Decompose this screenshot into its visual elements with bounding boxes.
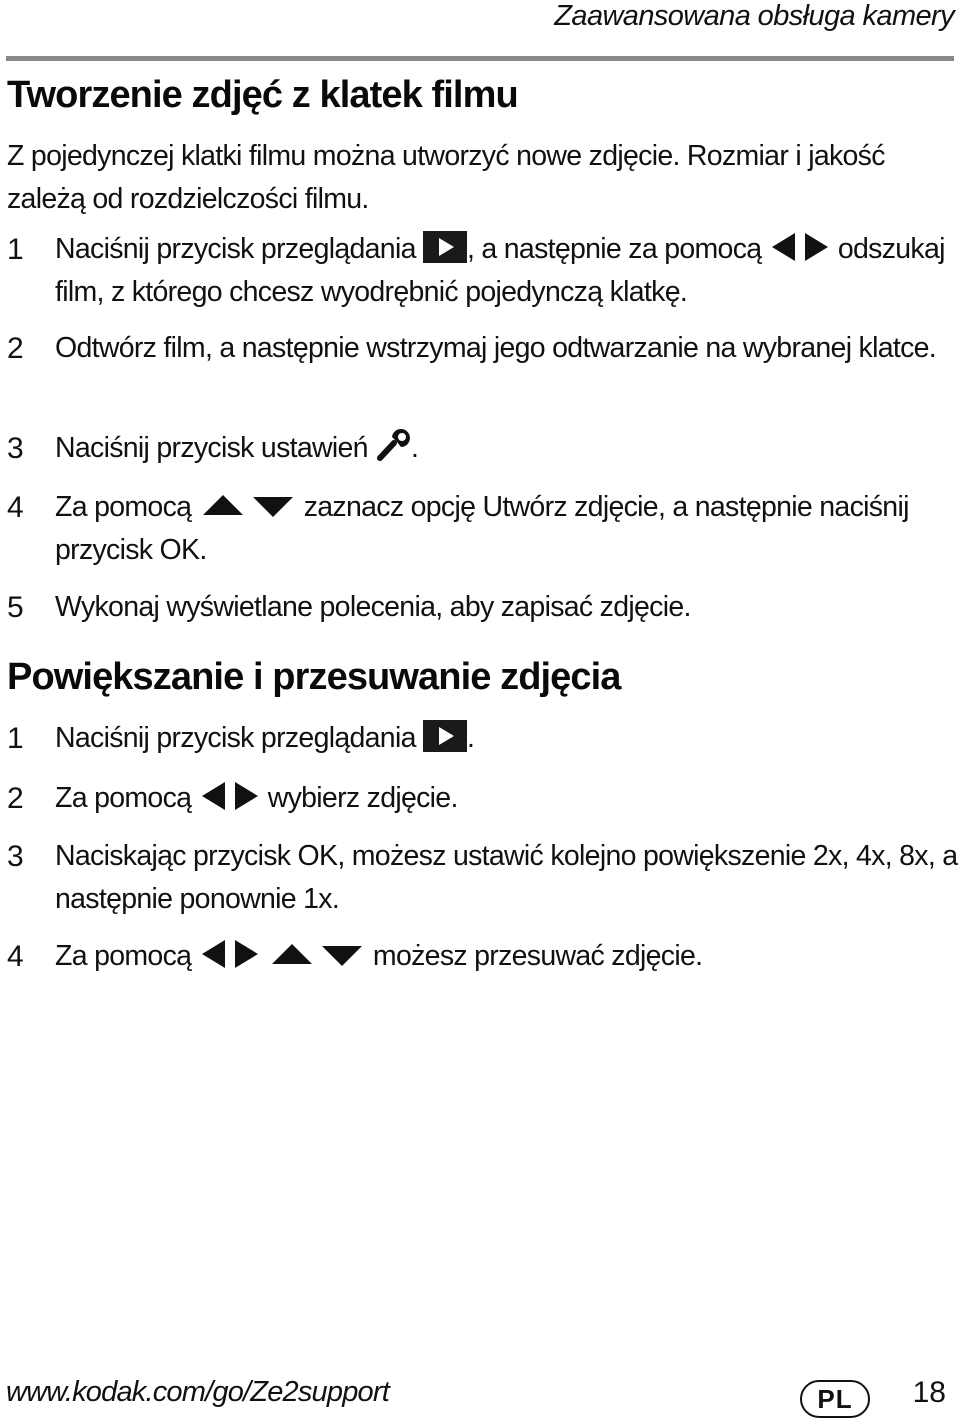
header-rule	[6, 56, 954, 61]
step-number: 3	[7, 840, 24, 873]
wrench-settings-icon	[375, 428, 411, 462]
section-title-zoom: Powiększanie i przesuwanie zdjęcia	[7, 656, 621, 698]
step-text: Odtwórz film, a następnie wstrzymaj jego odtwarzanie na wybranej klatce.	[55, 332, 937, 364]
step-text: Naciskając przycisk OK, możesz ustawić kolejno powiększenie 2x, 4x, 8x, a następnie ponownie 1x.	[55, 840, 958, 915]
step-text: Naciśnij przycisk przeglądania	[55, 233, 423, 265]
section-intro: Z pojedynczej klatki filmu można utworzyć nowe zdjęcie. Rozmiar i jakość zależą od rozdzielczości filmu.	[7, 140, 885, 215]
step-number: 4	[7, 940, 24, 973]
step-text: , a następnie za pomocą	[466, 233, 769, 265]
language-badge: PL	[800, 1380, 870, 1418]
step-text: .	[411, 432, 419, 464]
up-down-arrows-icon	[268, 940, 366, 970]
step-text: możesz przesuwać zdjęcie.	[365, 940, 703, 972]
step-number: 1	[7, 233, 24, 266]
step-text: Wykonaj wyświetlane polecenia, aby zapisać zdjęcie.	[55, 591, 691, 623]
page-number: 18	[912, 1376, 946, 1409]
step-1-5	[0, 586, 958, 629]
step-1-2	[0, 327, 958, 370]
review-button-icon	[423, 231, 467, 263]
step-2-4	[0, 935, 958, 978]
step-text: wybierz zdjęcie.	[260, 782, 458, 814]
left-right-arrows-icon	[199, 938, 261, 970]
step-1-1	[0, 228, 958, 314]
step-text: Naciśnij przycisk ustawień	[55, 432, 376, 464]
step-text: Za pomocą	[55, 782, 199, 814]
step-2-1	[0, 717, 958, 760]
left-right-arrows-icon	[199, 780, 261, 812]
section-title-frames: Tworzenie zdjęć z klatek filmu	[7, 74, 518, 116]
support-url-link[interactable]: www.kodak.com/go/Ze2support	[6, 1376, 389, 1408]
step-2-3	[0, 835, 958, 921]
step-1-4	[0, 486, 958, 572]
running-header-title: Zaawansowana obsługa kamery	[554, 0, 954, 32]
step-1-3	[0, 427, 958, 470]
step-number: 5	[7, 591, 24, 624]
step-number: 3	[7, 432, 24, 465]
step-number: 4	[7, 491, 24, 524]
step-number: 2	[7, 332, 24, 365]
up-down-arrows-icon	[199, 491, 297, 521]
step-number: 2	[7, 782, 24, 815]
step-text: Za pomocą	[55, 491, 199, 523]
left-right-arrows-icon	[769, 231, 831, 263]
step-text: odszukaj film, z którego chcesz wyodrębnić pojedynczą klatkę.	[55, 233, 945, 308]
step-number: 1	[7, 722, 24, 755]
step-2-2	[0, 777, 958, 820]
step-text: Naciśnij przycisk przeglądania	[55, 722, 423, 754]
step-text: zaznacz opcję Utwórz zdjęcie, a następnie naciśnij przycisk OK.	[55, 491, 909, 566]
step-text: Za pomocą	[55, 940, 199, 972]
review-button-icon	[423, 720, 467, 752]
step-text: .	[466, 722, 475, 754]
